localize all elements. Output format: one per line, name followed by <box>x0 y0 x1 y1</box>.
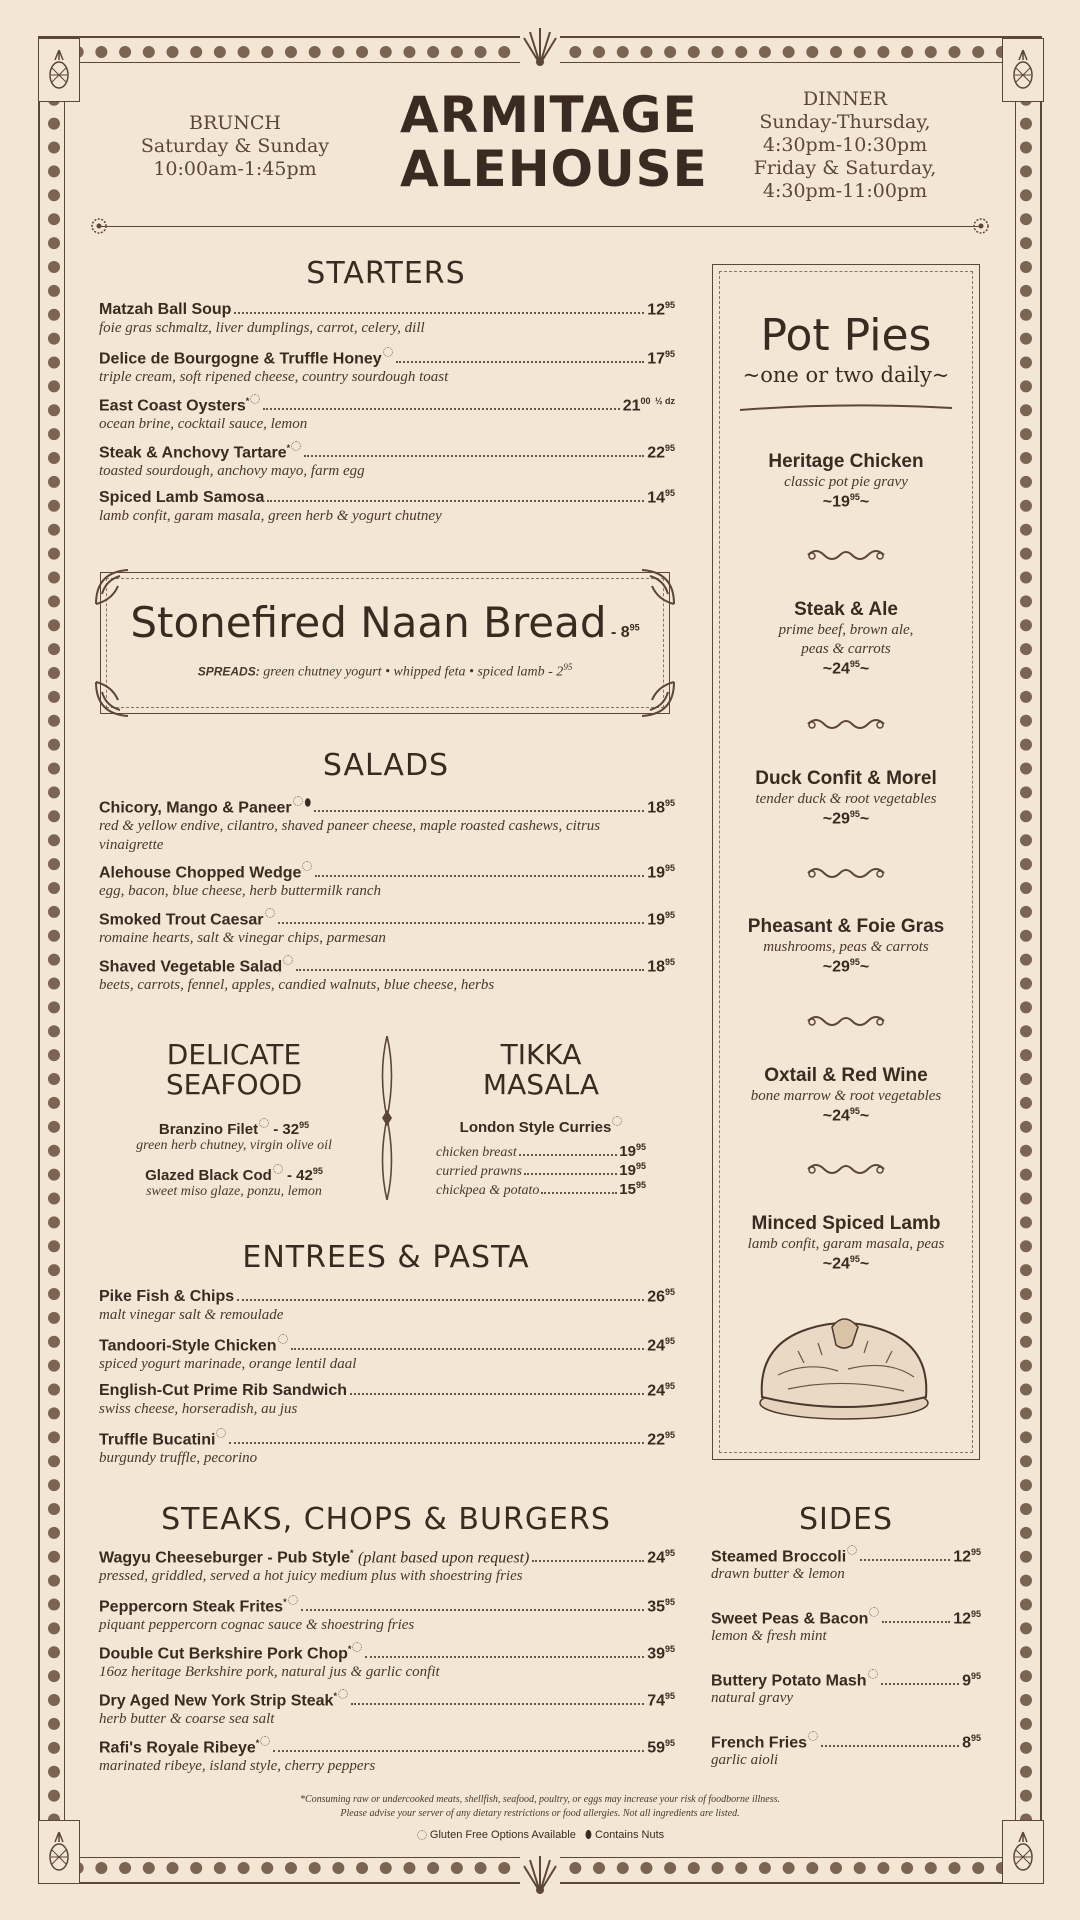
item-cents: 95 <box>664 1430 675 1440</box>
tikka-heading-label: London Style Curries <box>459 1119 612 1136</box>
pot-pie-cents: 95 <box>849 1106 860 1116</box>
side-item <box>711 1545 981 1583</box>
menu-item <box>99 1334 675 1374</box>
item-description: egg, bacon, blue cheese, herb buttermilk ranch <box>99 883 382 900</box>
item-price: 22 <box>647 444 665 462</box>
raw-warning-star: * <box>347 1644 352 1654</box>
gluten-free-icon <box>847 1545 857 1555</box>
raw-warning-star: * <box>350 1548 354 1558</box>
item-description: lamb confit, garam masala, green herb & yogurt chutney <box>99 508 442 525</box>
fan-ornament-icon <box>520 1852 560 1896</box>
gluten-free-icon <box>293 796 303 806</box>
salads-title: SALADS <box>322 748 450 783</box>
dinner-days-1: Sunday-Thursday, <box>759 111 931 133</box>
tikka-title-1: TIKKA <box>500 1038 582 1071</box>
steaks-title: STEAKS, CHOPS & BURGERS <box>161 1502 611 1537</box>
item-name: Sweet Peas & Bacon <box>711 1610 869 1628</box>
naan-cents: 95 <box>629 622 640 633</box>
raw-warning-star: * <box>283 1597 287 1607</box>
title-line-2: ALEHOUSE <box>400 140 708 198</box>
tikka-row <box>436 1161 646 1180</box>
disclaimer-line-2: Please advise your server of any dietary restrictions or food allergies. Not all ingredients are listed. <box>340 1808 740 1819</box>
item-cents: 95 <box>970 1671 981 1681</box>
item-cents: 95 <box>664 1336 675 1346</box>
fan-ornament-icon <box>520 24 560 68</box>
item-price: 14 <box>647 489 665 507</box>
menu-item <box>99 441 675 481</box>
pot-pie-name: Minced Spiced Lamb <box>751 1213 941 1234</box>
gluten-free-icon <box>383 347 393 357</box>
item-name: Shaved Vegetable Salad <box>99 958 283 976</box>
item-description: garlic aioli <box>711 1752 779 1769</box>
item-price: 74 <box>647 1692 665 1710</box>
item-price: 18 <box>647 799 665 817</box>
item-name: Pike Fish & Chips <box>99 1288 235 1306</box>
item-cents: 95 <box>312 1166 323 1176</box>
nut-icon: ⬮ <box>304 798 311 809</box>
entrees-title: ENTREES & PASTA <box>242 1240 530 1275</box>
legend-gluten-free: Gluten Free Options Available <box>429 1829 576 1841</box>
pot-pie-item: Heritage Chicken classic pot pie gravy $\sim 19^{95}\sim$ <box>712 451 980 511</box>
pot-pie-name: Steak & Ale <box>794 599 898 620</box>
tikka-row-name: curried prawns <box>436 1164 522 1179</box>
pot-pies-title: Pot Pies <box>760 310 932 361</box>
item-name: Wagyu Cheeseburger - Pub Style <box>99 1549 351 1567</box>
flourish-icon <box>634 678 678 722</box>
disclaimer-line-1: *Consuming raw or undercooked meats, shellfish, seafood, poultry, or eggs may increase your risk of foodborne illness. <box>299 1794 781 1805</box>
item-unit: ½ dz <box>654 396 675 406</box>
pot-pie-desc: classic pot pie gravy <box>784 474 908 490</box>
pot-pie-item: Minced Spiced Lamb lamb confit, garam masala, peas $\sim 24^{95}\sim$ <box>712 1213 980 1273</box>
title-line-1: ARMITAGE <box>400 86 698 144</box>
gluten-free-icon <box>265 908 275 918</box>
item-note: (plant based upon request) <box>357 1549 530 1567</box>
pot-pie-cents: 95 <box>849 809 860 819</box>
item-cents: 95 <box>664 1644 675 1654</box>
item-description: natural gravy <box>711 1690 794 1707</box>
item-name: Chicory, Mango & Paneer <box>99 799 292 817</box>
gluten-free-icon <box>808 1731 818 1741</box>
legend-nuts: Contains Nuts <box>595 1829 665 1841</box>
tikka-title-2: MASALA <box>482 1068 600 1101</box>
pot-pie-item: Pheasant & Foie Gras mushrooms, peas & carrots $\sim 29^{95}\sim$ <box>712 916 980 976</box>
menu-item <box>99 347 675 387</box>
spreads-label: SPREADS: <box>197 664 260 679</box>
menu-item <box>99 1736 675 1776</box>
pot-pie-price: ~29 <box>822 810 850 828</box>
menu-item <box>99 488 675 526</box>
tikka-row-name: chicken breast <box>436 1145 517 1160</box>
spreads-list: green chutney yogurt • whipped feta • spiced lamb - 2 <box>263 664 564 680</box>
pot-pie-cents: 95 <box>849 492 860 502</box>
item-cents: 95 <box>664 1691 675 1701</box>
gluten-free-icon <box>278 1334 288 1344</box>
item-description: foie gras schmaltz, liver dumplings, carrot, celery, dill <box>99 320 425 337</box>
scroll-ornament-icon <box>804 1160 888 1178</box>
item-price: 26 <box>647 1288 665 1306</box>
vertical-flourish-icon <box>376 1034 398 1202</box>
item-description: 16oz heritage Berkshire pork, natural jus & garlic confit <box>99 1664 440 1681</box>
pot-pie-item: Steak & Ale prime beef, brown ale, peas & carrots $\sim 24^{95}\sim$ <box>712 599 980 678</box>
tikka-row-price: 19 <box>619 1162 636 1179</box>
scroll-ornament-icon <box>804 715 888 733</box>
seafood-title-2: SEAFOOD <box>165 1068 303 1101</box>
scroll-ornament-icon <box>804 864 888 882</box>
menu-item <box>99 861 675 901</box>
tikka-row <box>436 1180 646 1199</box>
item-price: 59 <box>647 1739 665 1757</box>
tikka-row-cents: 95 <box>635 1180 646 1190</box>
item-description: sweet miso glaze, ponzu, lemon <box>146 1184 322 1199</box>
naan-title: Stonefired Naan Bread - $8^{95}$ <box>130 598 640 647</box>
menu-item <box>99 1642 675 1682</box>
raw-warning-star: * <box>255 1738 260 1748</box>
spreads-cents: 95 <box>563 662 573 672</box>
pot-pie-desc: peas & carrots <box>801 641 891 657</box>
gluten-free-icon <box>250 394 260 404</box>
side-item <box>711 1607 981 1645</box>
pineapple-icon <box>1002 38 1044 102</box>
item-name: Glazed Black Cod <box>145 1167 272 1184</box>
legend <box>100 1829 980 1842</box>
menu-item <box>99 1595 675 1635</box>
naan-name: Stonefired Naan Bread <box>130 598 607 647</box>
menu-item <box>99 394 675 434</box>
gluten-free-icon <box>302 861 312 871</box>
gluten-free-icon <box>291 441 301 451</box>
item-name: Steamed Broccoli <box>711 1548 847 1566</box>
item-name: Steak & Anchovy Tartare <box>99 444 287 462</box>
item-cents: 95 <box>970 1547 981 1557</box>
pot-pie-price: ~24 <box>822 660 850 678</box>
gluten-free-icon <box>216 1428 226 1438</box>
pot-pie-desc: tender duck & root vegetables <box>755 791 937 807</box>
pineapple-icon <box>1002 1820 1044 1884</box>
pot-pie-price: ~24 <box>822 1107 850 1125</box>
item-price: 35 <box>647 1598 665 1616</box>
pot-pie-cents: 95 <box>849 957 860 967</box>
item-name: Truffle Bucatini <box>99 1431 216 1449</box>
item-name: Rafi's Royale Ribeye <box>99 1739 256 1757</box>
item-cents: 95 <box>664 910 675 920</box>
item-name: Alehouse Chopped Wedge <box>99 864 302 882</box>
brunch-label: BRUNCH <box>188 112 281 134</box>
tikka-row-cents: 95 <box>635 1142 646 1152</box>
footer-disclaimer <box>100 1793 980 1821</box>
brunch-time: 10:00am-1:45pm <box>153 158 317 180</box>
item-name: English-Cut Prime Rib Sandwich <box>99 1382 348 1400</box>
pot-pie-name: Heritage Chicken <box>768 451 924 472</box>
scroll-ornament-icon <box>804 546 888 564</box>
pot-pie-name: Duck Confit & Morel <box>755 768 937 789</box>
item-cents: 95 <box>970 1733 981 1743</box>
item-description: spiced yogurt marinade, orange lentil daal <box>99 1356 357 1373</box>
item-cents: 95 <box>664 863 675 873</box>
menu-item <box>99 1381 675 1419</box>
item-cents: 95 <box>664 349 675 359</box>
item-price: 24 <box>647 1337 665 1355</box>
gluten-free-icon <box>352 1642 362 1652</box>
item-cents: 95 <box>664 1548 675 1558</box>
item-cents: 95 <box>664 957 675 967</box>
item-description: red & yellow endive, cilantro, shaved paneer cheese, maple roasted cashews, citrus vinaigrette <box>99 818 601 854</box>
seafood-title-1: DELICATE <box>166 1038 302 1071</box>
pot-pie-price: ~29 <box>822 958 850 976</box>
seafood-item: Glazed Black Cod - $42^{95}$ <box>145 1166 323 1184</box>
item-description: beets, carrots, fennel, apples, candied walnuts, blue cheese, herbs <box>99 977 495 994</box>
item-name: Peppercorn Steak Frites <box>99 1598 284 1616</box>
side-item <box>711 1669 981 1707</box>
item-description: burgundy truffle, pecorino <box>99 1450 258 1467</box>
seafood-section <box>96 1040 372 1200</box>
item-description: romaine hearts, salt & vinegar chips, parmesan <box>99 930 386 947</box>
gluten-free-icon <box>612 1116 622 1126</box>
item-price: 18 <box>647 958 665 976</box>
pot-pie-desc: prime beef, brown ale, <box>778 622 914 638</box>
tikka-row-price: 19 <box>619 1143 636 1160</box>
item-cents: 95 <box>664 300 675 310</box>
brunch-hours <box>130 112 340 181</box>
starters-title: STARTERS <box>306 256 466 291</box>
tikka-row-price: 15 <box>619 1181 636 1198</box>
item-price: 32 <box>282 1121 300 1138</box>
menu-item <box>99 1428 675 1468</box>
pot-pie-cents: 95 <box>849 659 860 669</box>
item-price: 24 <box>647 1382 665 1400</box>
nut-icon: ⬮ <box>585 1829 592 1841</box>
brunch-days: Saturday & Sunday <box>140 135 330 157</box>
item-cents: 95 <box>664 1597 675 1607</box>
item-cents: 95 <box>664 1738 675 1748</box>
gluten-free-icon <box>869 1607 879 1617</box>
pineapple-icon <box>38 38 80 102</box>
item-cents: 00 <box>640 396 651 406</box>
item-description: triple cream, soft ripened cheese, country sourdough toast <box>99 369 449 386</box>
gluten-free-icon <box>288 1595 298 1605</box>
item-name: Delice de Bourgogne & Truffle Honey <box>99 350 382 368</box>
tikka-row-name: chickpea & potato <box>436 1183 540 1198</box>
menu-item <box>99 955 675 995</box>
pot-pie-item: Oxtail & Red Wine bone marrow & root vegetables $\sim 24^{95}\sim$ <box>712 1065 980 1125</box>
gluten-free-icon <box>338 1689 348 1699</box>
gluten-free-icon <box>417 1830 427 1840</box>
item-name: Dry Aged New York Strip Steak <box>99 1692 334 1710</box>
item-name: Double Cut Berkshire Pork Chop <box>99 1645 348 1663</box>
item-price: 12 <box>953 1548 971 1566</box>
naan-price: 8 <box>620 624 630 641</box>
item-description: drawn butter & lemon <box>711 1566 845 1583</box>
raw-warning-star: * <box>245 396 250 406</box>
item-price: 19 <box>647 864 665 882</box>
scroll-ornament-icon <box>804 1012 888 1030</box>
item-price: 21 <box>622 397 641 415</box>
raw-warning-star: * <box>286 443 291 453</box>
gluten-free-icon <box>259 1118 269 1128</box>
raw-warning-star: * <box>333 1691 337 1701</box>
item-description: toasted sourdough, anchovy mayo, farm egg <box>99 463 365 480</box>
menu-item <box>99 300 675 338</box>
item-name: Spiced Lamb Samosa <box>99 489 265 507</box>
item-description: marinated ribeye, island style, cherry peppers <box>99 1758 376 1775</box>
item-name: Matzah Ball Soup <box>99 301 232 319</box>
naan-spreads <box>100 662 670 681</box>
item-price: 22 <box>647 1431 665 1449</box>
item-description: pressed, griddled, served a hot juicy medium plus with shoestring fries <box>99 1568 523 1585</box>
item-price: 19 <box>647 911 665 929</box>
rosette-icon <box>90 217 108 235</box>
item-description: ocean brine, cocktail sauce, lemon <box>99 416 308 433</box>
pot-pie-desc: mushrooms, peas & carrots <box>763 939 929 955</box>
item-name: Branzino Filet <box>158 1121 259 1138</box>
item-price: 9 <box>962 1672 971 1690</box>
pot-pies-panel <box>712 264 980 1460</box>
tikka-row-cents: 95 <box>635 1161 646 1171</box>
tikka-row <box>436 1142 646 1161</box>
item-price: 24 <box>647 1549 665 1567</box>
dinner-time-1: 4:30pm-10:30pm <box>762 134 928 156</box>
gluten-free-icon <box>260 1736 270 1746</box>
item-cents: 95 <box>664 488 675 498</box>
item-cents: 95 <box>664 443 675 453</box>
dinner-time-2: 4:30pm-11:00pm <box>762 180 928 202</box>
item-cents: 95 <box>299 1120 310 1130</box>
item-description: malt vinegar salt & remoulade <box>99 1307 284 1324</box>
item-price: 8 <box>962 1734 971 1752</box>
side-item <box>711 1731 981 1769</box>
gluten-free-icon <box>283 955 293 965</box>
pot-pie-cents: 95 <box>849 1254 860 1264</box>
sides-title: SIDES <box>799 1502 893 1537</box>
pot-pie-item: Duck Confit & Morel tender duck & root vegetables $\sim 29^{95}\sim$ <box>712 768 980 828</box>
tikka-section <box>436 1040 646 1199</box>
flourish-icon <box>92 678 136 722</box>
gluten-free-icon <box>868 1669 878 1679</box>
item-name: Buttery Potato Mash <box>711 1672 867 1690</box>
item-name: Smoked Trout Caesar <box>99 911 264 929</box>
menu-item <box>99 1689 675 1729</box>
pot-pie-name: Oxtail & Red Wine <box>764 1065 928 1086</box>
restaurant-title <box>400 86 708 198</box>
gluten-free-icon <box>273 1164 283 1174</box>
item-description: herb butter & coarse sea salt <box>99 1711 275 1728</box>
item-price: 42 <box>296 1167 313 1184</box>
menu-item <box>99 908 675 948</box>
item-description: piquant peppercorn cognac sauce & shoestring fries <box>99 1617 415 1634</box>
dinner-label: DINNER <box>802 88 888 110</box>
item-price: 17 <box>647 350 665 368</box>
rosette-icon <box>972 217 990 235</box>
pineapple-icon <box>38 1820 80 1884</box>
item-name: East Coast Oysters <box>99 397 246 415</box>
pot-pie-price: ~19 <box>822 493 850 511</box>
pot-pies-subtitle: ~one or two daily~ <box>742 363 950 387</box>
item-description: lemon & fresh mint <box>711 1628 827 1645</box>
menu-item <box>99 1287 675 1325</box>
item-description: swiss cheese, horseradish, au jus <box>99 1401 298 1418</box>
pot-pie-desc: bone marrow & root vegetables <box>750 1088 942 1104</box>
header-divider <box>100 226 980 227</box>
item-cents: 95 <box>664 1287 675 1297</box>
swash-divider-icon <box>738 400 954 414</box>
tikka-heading <box>436 1116 646 1136</box>
item-price: 12 <box>953 1610 971 1628</box>
dinner-days-2: Friday & Saturday, <box>753 157 937 179</box>
item-description: green herb chutney, virgin olive oil <box>136 1138 332 1153</box>
item-cents: 95 <box>970 1609 981 1619</box>
seafood-item: Branzino Filet - $32^{95}$ <box>158 1120 310 1138</box>
dinner-hours <box>730 88 960 203</box>
item-name: Tandoori-Style Chicken <box>99 1337 277 1355</box>
pot-pie-illustration <box>748 1305 940 1425</box>
menu-item <box>99 1548 675 1586</box>
item-cents: 95 <box>664 798 675 808</box>
pot-pie-desc: lamb confit, garam masala, peas <box>747 1236 945 1252</box>
menu-item <box>99 796 675 855</box>
item-price: 12 <box>647 301 665 319</box>
pot-pie-name: Pheasant & Foie Gras <box>747 916 945 937</box>
item-price: 39 <box>647 1645 665 1663</box>
pot-pie-price: ~24 <box>822 1255 850 1273</box>
item-cents: 95 <box>664 1381 675 1391</box>
item-name: French Fries <box>711 1734 808 1752</box>
